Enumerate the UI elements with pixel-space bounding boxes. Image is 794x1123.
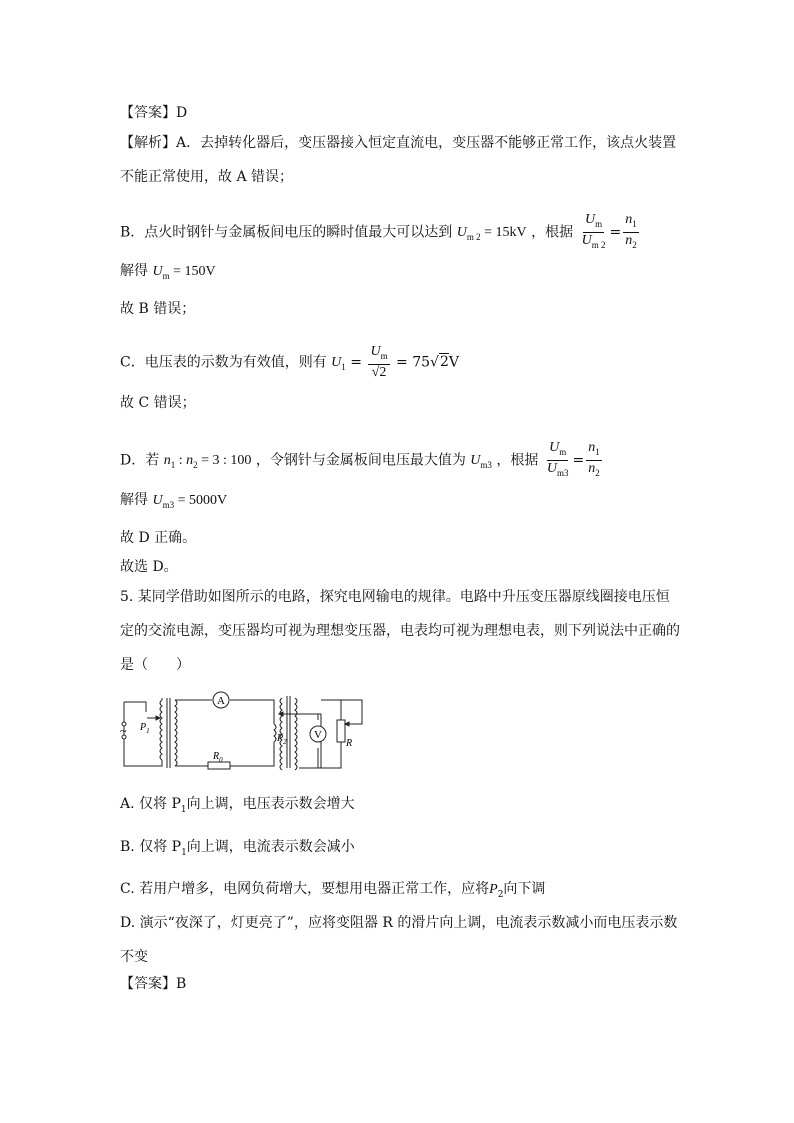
question-5-stem: 5. 某同学借助如图所示的电路，探究电网输电的规律。电路中升压变压器原线圈接电压恒定的交流电源，变压器均可视为理想变压器，电表均可视为理想电表，则下列说法中正确的是（ ） [120,589,680,673]
final-choice: 故选 D。 [120,559,178,575]
b-conclusion: 故 B 错误； [120,301,196,317]
analysis-b: B．点火时钢针与金属板间电压的瞬时值最大可以达到 $U_{m 2} = 15kV$ ，根据 $\frac{U_m}{U_{m 2}}$ = $\frac{n_1}{n_2}$ [120,212,641,253]
fraction-um-root2: $\frac{U_m}{√2}$ [370,344,388,380]
option-b: B. 仅将 $P_1$向上调，电流表示数会减小 [120,839,355,858]
voltmeter-label: V [314,729,322,741]
fraction-n1-n2: $\frac{n_1}{n_2}$ [625,212,637,250]
option-d: D. 演示“夜深了，灯更亮了”，应将变阻器 R 的滑片向上调，电流表示数减小而电压表示数不变 [120,915,678,965]
fraction-n1-n2-d: $\frac{n_1}{n_2}$ [588,440,600,478]
p1-label: $P_1$ [140,722,150,735]
analysis-d: D．若 $n_1$ : $n_2 = 3$ : 100 ，令钢针与金属板间电压最大值为 $U_{m3}$ ，根据 $\frac{U_m}{U_{m3}}$ = $\frac{n_1}{n_2}$ [120,440,604,481]
p2-label: $P_2$ [277,733,287,746]
r0-label: $R_0$ [213,751,223,764]
d-conclusion: 故 D 正确。 [120,530,197,546]
ammeter-label: A [217,695,225,707]
analysis-c: C．电压表的示数为有效值，则有 $U_1$ = $\frac{U_m}{√2}$ = 75√2V [120,344,459,380]
analysis-a: 【解析】A．去掉转化器后，变压器接入恒定直流电，变压器不能够正常工作，该点火装置不能正常使用，故 A 错误； [120,135,677,185]
fraction-um-um2: $\frac{U_m}{U_{m 2}}$ [581,212,606,250]
answer-line-2: 【答案】B [120,976,187,992]
circuit-figure [116,684,372,774]
answer-line-1: 【答案】D [120,105,188,121]
option-a: A. 仅将 $P_1$向上调，电压表示数会增大 [120,796,355,815]
circuit-diagram [116,684,372,774]
option-c: C. 若用户增多，电网负荷增大，要想用电器正常工作，应将$P_2$向下调 [120,881,546,900]
fraction-um-um3: $\frac{U_m}{U_{m3}}$ [546,440,569,478]
ac-source-label: ~ [120,724,127,738]
c-conclusion: 故 C 错误； [120,395,196,411]
r-label: R [346,738,353,749]
solve-line-2: 解得 $U_{m3} = 5000V$ [120,492,228,510]
solve-line-1: 解得 $U_m = 150V$ [120,263,216,281]
